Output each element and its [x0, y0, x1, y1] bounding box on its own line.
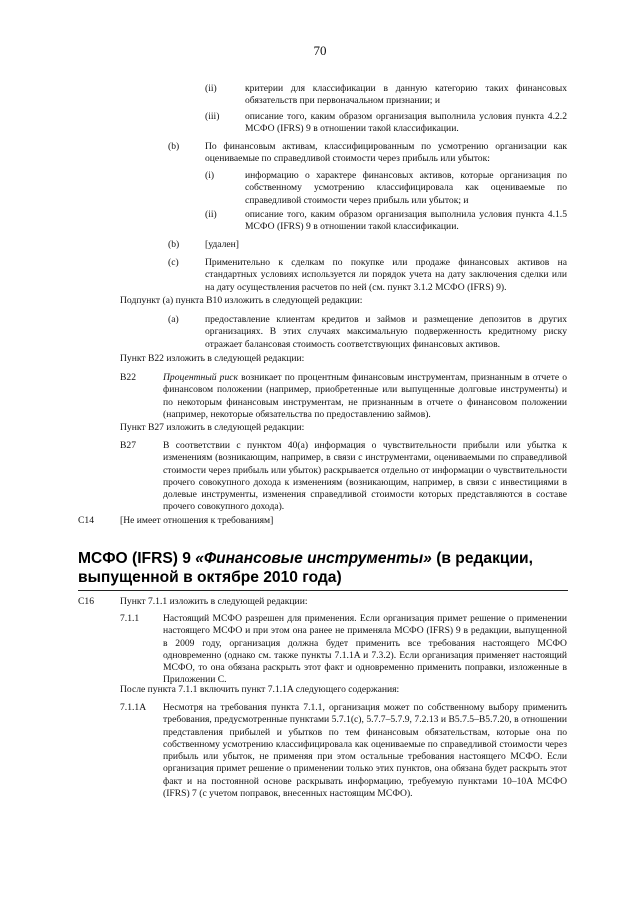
- paragraph-label: B22: [120, 372, 136, 383]
- list-label: (b): [168, 239, 180, 250]
- list-label: (ii): [205, 83, 217, 94]
- instruction-text: После пункта 7.1.1 включить пункт 7.1.1A следующего содержания:: [120, 684, 400, 695]
- list-item-text: По финансовым активам, классифицированным по усмотрению организации как оцениваемые по справедливой стоимости через прибыль или убыток:: [205, 141, 567, 165]
- list-label: (iii): [205, 111, 220, 122]
- list-item-text: [удален]: [205, 239, 239, 250]
- paragraph-text: В соответствии с пунктом 40(a) информация о чувствительности прибыли или убытка к изменениям (возникающим, например, в связи с инструментами, оцениваемыми по справедливой стоимости через прибыль или убыток) раскрывается отдельно от информации о чувствительности прочего совокупного дохода к изменениям (возникающим, например, в связи с инвестициями в долевые инструменты, изменения справедливой стоимости которых представляются в составе прочего совокупного дохода).: [163, 440, 567, 513]
- list-item-text: описание того, каким образом организация выполнила условия пункта 4.2.2 МСФО (IFRS) 9 в отношении такой классификации.: [245, 111, 567, 135]
- list-item-text: Применительно к сделкам по покупке или продаже финансовых активов на стандартных условиях используется ли порядок учета на дату заключения сделки или на дату осуществления расчетов по ней (см. пункт 3.1.2 МСФО (IFRS) 9).: [205, 257, 567, 293]
- list-label: (ii): [205, 209, 217, 220]
- list-item-text: информацию о характере финансовых активов, которые организация по собственному усмотрению классифицировала как оцениваемые по справедливой стоимости через прибыль или убыток; и: [245, 170, 567, 206]
- heading-divider: [78, 590, 568, 591]
- heading-italic: «Финансовые инструменты»: [195, 550, 432, 567]
- page-number: 70: [313, 43, 327, 58]
- list-label: (i): [205, 170, 215, 181]
- paragraph-text: Настоящий МСФО разрешен для применения. Если организация примет решение о применении настоящего МСФО и при этом она ранее не применяла МСФО (IFRS) 9 в редакции, выпущенной в 2009 году, организация должна будет применить все требования настоящего МСФО одновременно (однако см. также пункты 7.1.1A и 7.3.2). Если организация применяет настоящий МСФО, то она обязана раскрыть этот факт и одновременно применить поправки, изложенные в Приложении C.: [163, 613, 567, 686]
- heading-part: МСФО (IFRS) 9: [78, 550, 196, 567]
- heading-part: (в редакции, выпущенной в октябре 2010 года): [78, 550, 533, 586]
- paragraph-text: [Не имеет отношения к требованиям]: [120, 515, 274, 526]
- list-item-text: предоставление клиентам кредитов и займов и размещение депозитов в других организациях. В этих случаях максимальную подверженность кредитному риску отражает балансовая стоимость соответствующих финансовых активов.: [205, 314, 567, 350]
- paragraph-label: C14: [78, 515, 94, 526]
- paragraph-text: [163, 372, 567, 421]
- paragraph-label: 7.1.1: [120, 613, 140, 624]
- paragraph-text: Несмотря на требования пункта 7.1.1, организация может по собственному выбору применить требования, предусмотренные пунктами 5.7.1(c), 5.7.7–5.7.9, 7.2.13 и B5.7.5–B5.7.20, в отношении представления прибылей и убытков по тем финансовым обязательствам, которые она по собственному усмотрению классифицировала как оцениваемые по справедливой стоимости через прибыль или убыток, не применяя при этом остальные требования настоящего МСФО. Если организация примет решение о применении только этих пунктов, она обязана будет раскрыть этот факт и на постоянной основе раскрывать информацию, требуемую пунктами 10–10A МСФО (IFRS) 7 (с учетом поправок, внесенных настоящим МСФО).: [163, 702, 567, 800]
- list-item-text: описание того, каким образом организация выполнила условия пункта 4.1.5 МСФО (IFRS) 9 в отношении такой классификации.: [245, 209, 567, 233]
- paragraph-body: возникает по процентным финансовым инструментам, признанным в отчете о финансовом положении (например, приобретенные или выпущенные долговые инструменты) и по некоторым финансовым инструментам, не признанным в отчете о финансовом положении (например, некоторые обязательства по предоставлению займов).: [163, 372, 567, 420]
- list-label: (a): [168, 314, 179, 325]
- section-heading: [78, 549, 568, 587]
- list-label: (b): [168, 141, 180, 152]
- instruction-text: Пункт B27 изложить в следующей редакции:: [120, 422, 305, 433]
- list-label: (c): [168, 257, 179, 268]
- paragraph-label: C16: [78, 596, 94, 607]
- list-item-text: критерии для классификации в данную категорию таких финансовых обязательств при первоначальном признании; и: [245, 83, 567, 107]
- paragraph-label: B27: [120, 440, 136, 451]
- paragraph-italic-term: Процентный риск: [163, 372, 239, 383]
- instruction-text: Подпункт (a) пункта B10 изложить в следующей редакции:: [120, 295, 363, 306]
- paragraph-text: Пункт 7.1.1 изложить в следующей редакции:: [120, 596, 308, 607]
- instruction-text: Пункт B22 изложить в следующей редакции:: [120, 353, 305, 364]
- paragraph-label: 7.1.1A: [120, 702, 147, 713]
